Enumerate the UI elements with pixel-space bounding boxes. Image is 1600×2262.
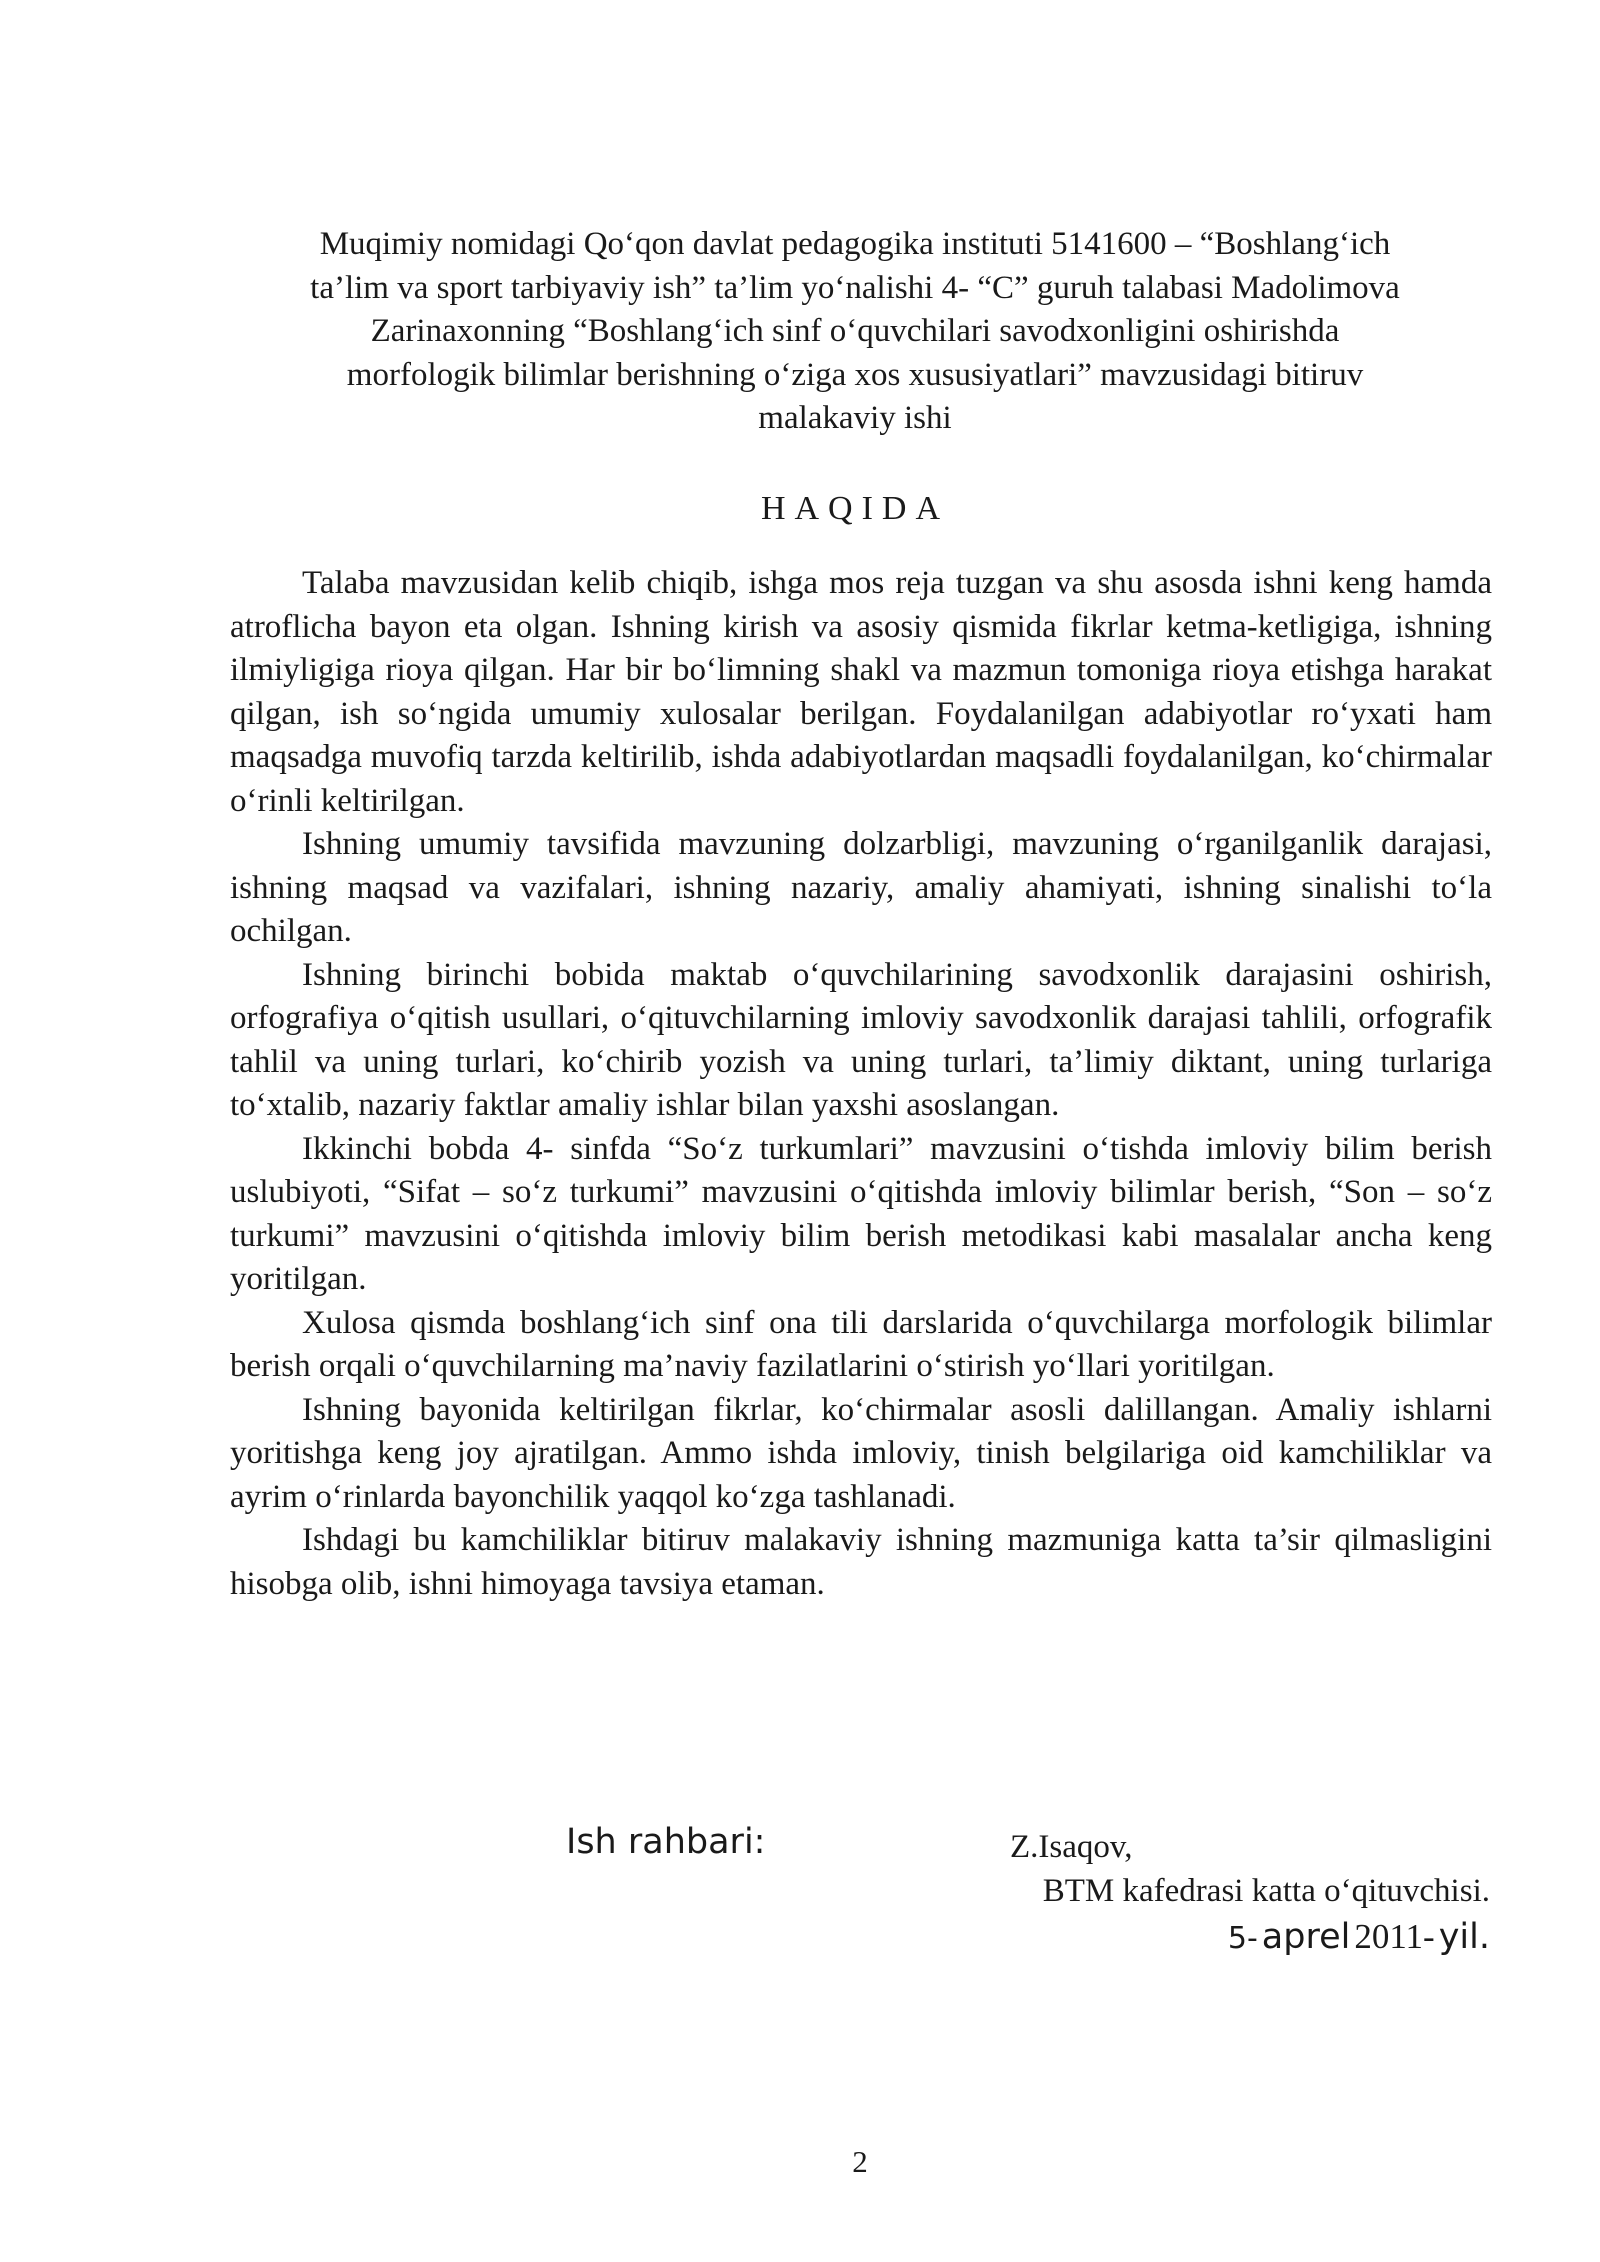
body-paragraph: Ishning umumiy tavsifida mavzuning dolzarbligi, mavzuning o‘rganilganlik darajasi, ishning maqsad va vazifalari, ishning nazariy, amaliy ahamiyati, ishning sinalishi to‘la ochilgan.: [230, 826, 1492, 949]
header-line: ta’lim va sport tarbiyaviy ish” ta’lim yo‘nalishi 4- “C” guruh talabasi Madolimova: [310, 269, 1400, 306]
body-paragraph: Talaba mavzusidan kelib chiqib, ishga mos reja tuzgan va shu asosda ishni keng hamda atroflicha bayon eta olgan. Ishning kirish va asosiy qismida fikrlar ketma-ketligiga, ishning ilmiyligiga rioya qilgan. Har bir bo‘limning shakl va mazmun tomoniga rioya etishga harakat qilgan, ish so‘ngida umumiy xulosalar berilgan. Foydalanilgan adabiyotlar ro‘yxati ham maqsadga muvofiq tarzda keltirilib, ishda adabiyotlardan maqsadli foydalanilgan, ko‘chirmalar o‘rinli keltirilgan.: [230, 565, 1492, 819]
header-line: morfologik bilimlar berishning o‘ziga xos xususiyatlari” mavzusidagi bitiruv: [346, 356, 1364, 393]
body-paragraph: Ishning bayonida keltirilgan fikrlar, ko‘chirmalar asosli dalillangan. Amaliy ishlarni yoritishga keng joy ajratilgan. Ammo ishda imloviy, tinish belgilariga oid kamchiliklar va ayrim o‘rinlarda bayonchilik yaqqol ko‘zga tashlanadi.: [230, 1391, 1492, 1515]
body-paragraph: Ishdagi bu kamchiliklar bitiruv malakaviy ishning mazmuniga katta ta’sir qilmasligini hisobga olib, ishni himoyaga tavsiya etaman.: [230, 1522, 1492, 1602]
header-line: Muqimiy nomidagi Qo‘qon davlat pedagogika instituti 5141600 – “Boshlang‘ich: [319, 226, 1391, 262]
supervisor-name: Z.Isaqov,: [1010, 1829, 1133, 1865]
body-paragraph: Xulosa qismda boshlang‘ich sinf ona tili darslarida o‘quvchilarga morfologik bilimlar berish orqali o‘quvchilarning ma’naviy fazilatlarini o‘stirish yo‘llari yoritilgan.: [230, 1304, 1492, 1384]
page-number: 2: [852, 2144, 868, 2179]
document-title: HAQIDA: [760, 490, 950, 527]
document-header: [220, 223, 1490, 441]
date-suffix: yil.: [1438, 1917, 1490, 1957]
header-line: Zarinaxonning “Boshlang‘ich sinf o‘quvchilari savodxonligini oshirishda: [370, 313, 1340, 349]
supervisor-label: Ish rahbari:: [566, 1822, 766, 1862]
date-day: 5-: [1227, 1921, 1258, 1956]
header-line: malakaviy ishi: [758, 400, 952, 436]
signature-date: [1228, 1914, 1490, 1967]
document-body: [230, 562, 1492, 1606]
supervisor-position: BTM kafedrasi katta o‘qituvchisi.: [1042, 1873, 1490, 1909]
body-paragraph: Ikkinchi bobda 4- sinfda “So‘z turkumlari” mavzusini o‘tishda imloviy bilim berish uslubiyoti, “Sifat – so‘z turkumi” mavzusini o‘qitishda imloviy bilimlar berish, “Son – so‘z turkumi” mavzusini o‘qitishda imloviy bilim berish metodikasi kabi masalalar ancha keng yoritilgan.: [230, 1130, 1492, 1297]
date-year: 2011-: [1354, 1917, 1435, 1956]
body-paragraph: Ishning birinchi bobida maktab o‘quvchilarining savodxonlik darajasini oshirish, orfografiya o‘qitish usullari, o‘qituvchilarning imloviy savodxonlik darajasi tahlili, orfografik tahlil va uning turlari, ko‘chirib yozish va uning turlari, ta’limiy diktant, uning turlariga to‘xtalib, nazariy faktlar amaliy ishlar bilan yaxshi asoslangan.: [230, 956, 1492, 1123]
date-month: aprel: [1261, 1917, 1351, 1957]
